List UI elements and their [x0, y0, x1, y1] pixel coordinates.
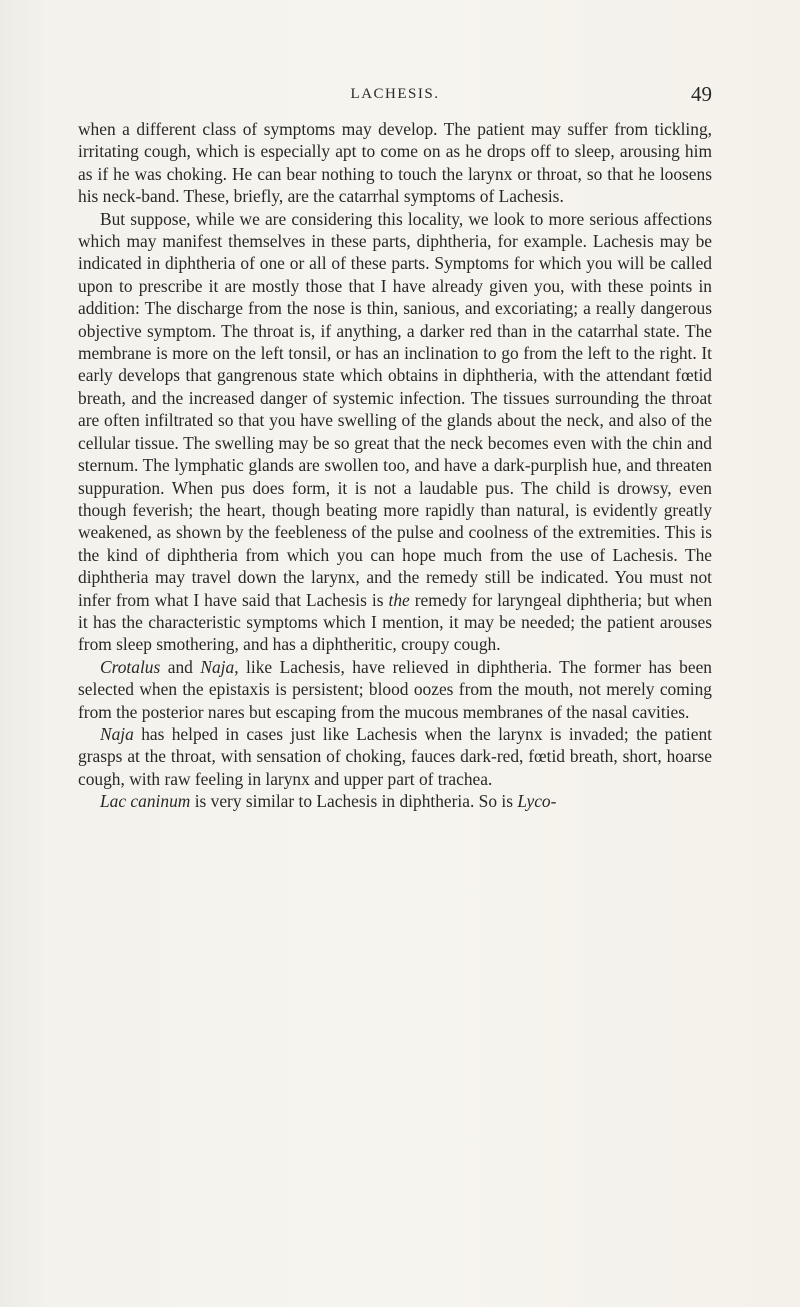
paragraph-4-text: has helped in cases just like Lachesis when the larynx is invaded; the patient grasps at the throat, with sensation of choking, fauces dark-red, fœtid breath, short, hoarse cough, with raw feeling in larynx and upper part of trachea.: [78, 723, 712, 789]
paragraph-5: [78, 790, 712, 812]
page-number: 49: [691, 82, 712, 106]
paragraph-1: [78, 118, 712, 208]
paragraph-5-remedy-lyco: Lyco-: [517, 791, 557, 812]
paragraph-3: [78, 656, 712, 723]
paragraph-3-conjunction: and: [167, 656, 193, 677]
paragraph-2-text-end: remedy for laryngeal diphtheria; but when it has the characteristic symptoms which I mention, it may be needed; the patient arouses from sleep smothering, and has a diphtheritic, croupy cough.: [78, 589, 713, 655]
paragraph-4-remedy-naja: Naja: [100, 723, 134, 744]
paragraph-2: [78, 208, 712, 656]
paragraph-3-text: , like Lachesis, have relieved in diphtheria. The former has been selected when the epistaxis is persistent; blood oozes from the mouth, not merely coming from the posterior nares but escaping from the mucous membranes of the nasal cavities.: [78, 656, 712, 722]
paragraph-4: [78, 723, 712, 790]
paragraph-3-remedy-naja: Naja: [200, 656, 235, 677]
paragraph-2-text: But suppose, while we are considering this locality, we look to more serious affections which may manifest themselves in these parts, diphtheria, for example. Lachesis may be indicated in diphtheria of one or all of these parts. Symptoms for which you will be called upon to prescribe it are mostly those that I have already given you, with these points in addition: The discharge from the nose is thin, sanious, and excoriating; a really dangerous objective symptom. The throat is, if anything, a darker red than in the catarrhal state. The membrane is more on the left tonsil, or has an inclination to go from the left to the right. It early develops that gangrenous state which obtains in diphtheria, with the attendant fœtid breath, and the increased danger of systemic infection. The tissues surrounding the throat are often infiltrated so that you have swelling of the glands about the neck, and also of the cellular tissue. The swelling may be so great that the neck becomes even with the chin and sternum. The lymphatic glands are swollen too, and have a dark-purplish hue, and threaten suppuration. When pus does form, it is not a laudable pus. The child is drowsy, even though feverish; the heart, though beating more rapidly than natural, is evidently greatly weakened, as shown by the feebleness of the pulse and coolness of the extremities. This is the kind of diphtheria from which you can hope much from the use of Lachesis. The diphtheria may travel down the larynx, and the remedy still be indicated. You must not infer from what I have said that Lachesis is: [78, 208, 712, 610]
paragraph-2-emphasis: the: [388, 589, 410, 610]
paragraph-3-remedy-crotalus: Crotalus: [100, 656, 161, 677]
paragraph-5-remedy-lac-caninum: Lac caninum: [100, 791, 191, 812]
body-text: [78, 118, 712, 813]
running-head: LACHESIS.: [350, 86, 440, 102]
paragraph-1-text: when a different class of symptoms may develop. The patient may suffer from tickling, irritating cough, which is especially apt to come on as he drops off to sleep, arousing him as if he was choking. He can bear nothing to touch the larynx or throat, so that he loosens his neck-band. These, briefly, are the catarrhal symptoms of Lachesis.: [78, 119, 712, 207]
paragraph-5-text: is very similar to Lachesis in diphtheria. So is: [194, 791, 513, 812]
page-header: [78, 82, 712, 106]
